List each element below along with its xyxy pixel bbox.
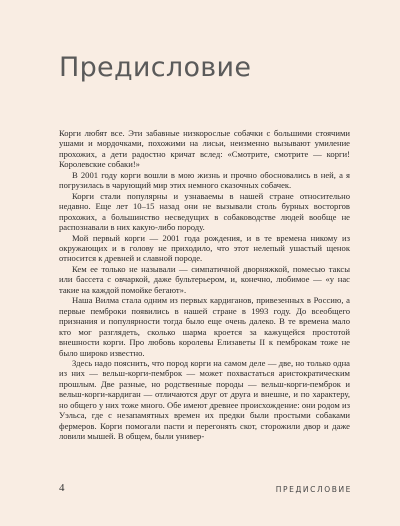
paragraph: В 2001 году корги вошли в мою жизнь и прочно обосновались в ней, а я погрузилась в чарующий мир этих немного сказочных собачек. [59, 169, 350, 191]
paragraph: Кем ее только не называли — симпатичной дворняжкой, помесью таксы или бассета с овчаркой, даже бультерьером, и, конечно, любимое — «у нас такие на каждой помойке бегают». [59, 263, 350, 295]
paragraph: Наша Вилма стала одним из первых кардиганов, привезенных в Россию, а первые пемброки появились в нашей стране в 1993 году. До всеобщего признания и популярности тогда было еще очень далеко. В те времена мало кто мог разглядеть, сколько шарма кроется за кажущейся простотой внешности корги. Про любовь королевы Елизаветы II к пемброкам тоже не было широко известно. [59, 295, 350, 358]
body-text [59, 128, 350, 442]
chapter-title: Предисловие [59, 52, 252, 83]
paragraph: Корги стали популярны и узнаваемы в нашей стране относительно недавно. Еще лет 10–15 назад они не вызывали столь бурных восторгов прохожих, а большинство несведущих в собаководстве людей вообще не распознавали в них какую-либо породу. [59, 190, 350, 233]
paragraph: Мой первый корги — 2001 года рождения, и в те времена никому из окружающих и в голову не приходило, что этот нелепый ушастый щенок относится к древней и славной породе. [59, 232, 350, 264]
paragraph: Корги любят все. Эти забавные низкорослые собачки с большими стоячими ушами и мордочками, похожими на лисьи, неизменно вызывают умиление прохожих, а дети радостно кричат вслед: «Смотрите, смотрите — корги! Королевские собаки!» [59, 128, 350, 170]
page-number: 4 [59, 482, 65, 494]
paragraph: Здесь надо пояснить, что пород корги на самом деле — две, но только одна из них — вельш-корги-пемброк — может похвастаться аристократическим прошлым. Две разные, но родственные породы — вельш-корги-пемброк и вельш-корги-кардиган — отличаются друг от друга и внешне, и по характеру, но общего у них тоже много. Обе имеют древнее происхождение: они родом из Уэльса, где с незапамятных времен их предки были простыми собаками фермеров. Корги помогали пасти и перегонять скот, сторожили двор и даже ловили мышей. В общем, были универ- [59, 357, 350, 442]
running-head: ПРЕДИСЛОВИЕ [275, 485, 352, 494]
